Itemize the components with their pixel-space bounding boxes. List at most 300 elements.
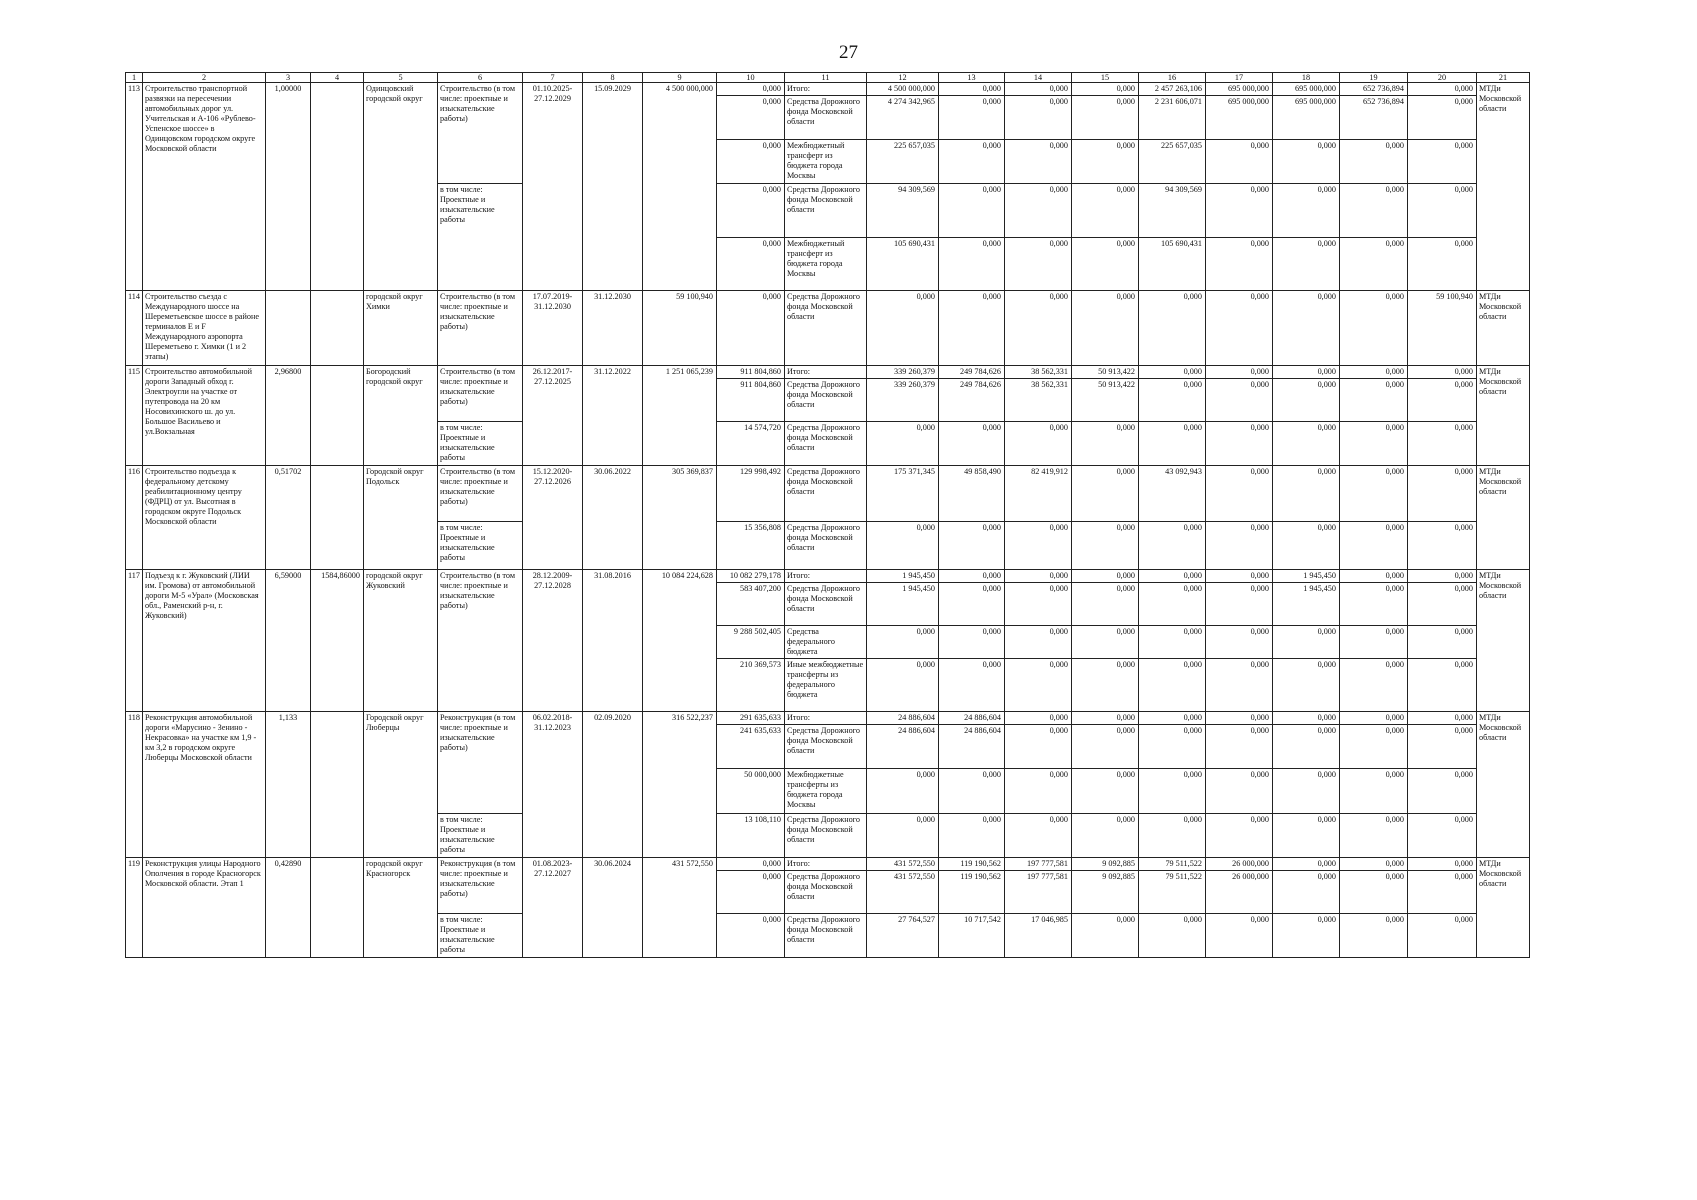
funding-y1: 0,000	[938, 291, 1004, 366]
prev-funding: 0,000	[716, 871, 784, 914]
prev-funding: 0,000	[716, 858, 784, 871]
funding-rest: 0,000	[1407, 769, 1476, 814]
funding-y7: 0,000	[1339, 583, 1407, 626]
funding-y7: 652 736,894	[1339, 96, 1407, 140]
column-number-3: 3	[265, 73, 310, 83]
funding-y7: 0,000	[1339, 522, 1407, 570]
funding-y4: 0,000	[1138, 814, 1205, 858]
prev-funding: 0,000	[716, 184, 784, 238]
funding-y5: 0,000	[1205, 659, 1272, 712]
project-dates: 01.10.2025-27.12.2029	[522, 83, 582, 291]
funding-y3: 50 913,422	[1071, 379, 1138, 422]
funding-y5: 0,000	[1205, 769, 1272, 814]
funding-y3: 0,000	[1071, 522, 1138, 570]
funding-y4: 43 092,943	[1138, 466, 1205, 522]
project-client: МТДи Московской области	[1476, 366, 1529, 466]
project-district: Богородский городской округ	[363, 366, 437, 466]
funding-y3: 0,000	[1071, 422, 1138, 466]
funding-source: Иные межбюджетные трансферты из федерального бюджета	[784, 659, 866, 712]
column-number-4: 4	[310, 73, 363, 83]
funding-y2: 0,000	[1004, 583, 1071, 626]
project-completion: 31.12.2022	[582, 366, 642, 466]
prev-funding: 0,000	[716, 83, 784, 96]
table-row	[126, 83, 1530, 96]
funding-total: 175 371,345	[866, 466, 938, 522]
funding-y6: 695 000,000	[1272, 96, 1339, 140]
funding-y3: 0,000	[1071, 814, 1138, 858]
funding-y4: 0,000	[1138, 379, 1205, 422]
project-work-type: Реконструкция (в том числе: проектные и изыскательские работы)	[437, 858, 522, 914]
project-work-subtype: в том числе: Проектные и изыскательские работы	[437, 422, 522, 466]
funding-source: Средства федерального бюджета	[784, 626, 866, 659]
project-length: 1,00000	[265, 83, 310, 291]
funding-y5: 0,000	[1205, 626, 1272, 659]
funding-y7: 0,000	[1339, 379, 1407, 422]
funding-y4: 79 511,522	[1138, 858, 1205, 871]
funding-y3: 0,000	[1071, 725, 1138, 769]
funding-y3: 0,000	[1071, 83, 1138, 96]
funding-y5: 0,000	[1205, 379, 1272, 422]
project-name: Строительство транспортной развязки на пересечении автомобильных дорог ул. Учительская и А-106 «Рублево-Успенское шоссе» в Одинцовском городском округе Московской области	[142, 83, 265, 291]
funding-y5: 695 000,000	[1205, 83, 1272, 96]
project-cost: 1 251 065,239	[642, 366, 716, 466]
funding-rest: 0,000	[1407, 583, 1476, 626]
column-number-12: 12	[866, 73, 938, 83]
prev-funding: 0,000	[716, 238, 784, 291]
project-name: Реконструкция автомобильной дороги «Марусино - Зенино - Некрасовка» на участке км 1,9 - км 3,2 в городском округе Люберцы Московской области	[142, 712, 265, 858]
project-dates: 01.08.2023-27.12.2027	[522, 858, 582, 958]
funding-y4: 105 690,431	[1138, 238, 1205, 291]
funding-source: Средства Дорожного фонда Московской области	[784, 914, 866, 958]
funding-y5: 0,000	[1205, 712, 1272, 725]
funding-y2: 0,000	[1004, 291, 1071, 366]
funding-y2: 38 562,331	[1004, 379, 1071, 422]
project-number: 116	[126, 466, 143, 570]
funding-y2: 0,000	[1004, 626, 1071, 659]
funding-total: 339 260,379	[866, 379, 938, 422]
funding-y6: 1 945,450	[1272, 583, 1339, 626]
funding-total: 4 500 000,000	[866, 83, 938, 96]
funding-total: 24 886,604	[866, 712, 938, 725]
funding-y1: 249 784,626	[938, 379, 1004, 422]
funding-y4: 0,000	[1138, 914, 1205, 958]
funding-total: 339 260,379	[866, 366, 938, 379]
project-extra-length: 1584,86000	[310, 570, 363, 712]
project-work-type: Реконструкция (в том числе: проектные и изыскательские работы)	[437, 712, 522, 814]
project-dates: 28.12.2009-27.12.2028	[522, 570, 582, 712]
funding-y1: 0,000	[938, 659, 1004, 712]
funding-rest: 0,000	[1407, 914, 1476, 958]
funding-source: Средства Дорожного фонда Московской области	[784, 522, 866, 570]
funding-y7: 0,000	[1339, 659, 1407, 712]
funding-y2: 0,000	[1004, 238, 1071, 291]
column-number-18: 18	[1272, 73, 1339, 83]
funding-y2: 0,000	[1004, 814, 1071, 858]
project-dates: 26.12.2017-27.12.2025	[522, 366, 582, 466]
funding-y5: 0,000	[1205, 914, 1272, 958]
funding-y3: 0,000	[1071, 96, 1138, 140]
column-number-11: 11	[784, 73, 866, 83]
funding-rest: 0,000	[1407, 522, 1476, 570]
funding-y2: 38 562,331	[1004, 366, 1071, 379]
funding-source: Межбюджетный трансферт из бюджета города Москвы	[784, 238, 866, 291]
prev-funding: 50 000,000	[716, 769, 784, 814]
funding-rest: 0,000	[1407, 712, 1476, 725]
project-district: городской округ Красногорск	[363, 858, 437, 958]
funding-total: 24 886,604	[866, 725, 938, 769]
funding-y6: 0,000	[1272, 366, 1339, 379]
funding-y2: 0,000	[1004, 83, 1071, 96]
project-work-subtype: в том числе: Проектные и изыскательские работы	[437, 914, 522, 958]
column-number-13: 13	[938, 73, 1004, 83]
funding-y5: 0,000	[1205, 466, 1272, 522]
project-client: МТДи Московской области	[1476, 858, 1529, 958]
funding-source: Межбюджетные трансферты из бюджета города Москвы	[784, 769, 866, 814]
funding-y3: 0,000	[1071, 184, 1138, 238]
project-name: Подъезд к г. Жуковский (ЛИИ им. Громова) от автомобильной дороги М-5 «Урал» (Московская обл., Раменский р-н, г. Жуковский)	[142, 570, 265, 712]
project-client: МТДи Московской области	[1476, 291, 1529, 366]
funding-y5: 26 000,000	[1205, 858, 1272, 871]
project-work-type: Строительство (в том числе: проектные и изыскательские работы)	[437, 570, 522, 712]
funding-y4: 0,000	[1138, 769, 1205, 814]
projects-table-container	[125, 72, 1530, 958]
funding-y5: 0,000	[1205, 814, 1272, 858]
project-length: 6,59000	[265, 570, 310, 712]
funding-y7: 0,000	[1339, 140, 1407, 184]
table-row	[126, 291, 1530, 366]
funding-y5: 0,000	[1205, 422, 1272, 466]
project-number: 114	[126, 291, 143, 366]
funding-y7: 0,000	[1339, 871, 1407, 914]
funding-y5: 695 000,000	[1205, 96, 1272, 140]
funding-rest: 0,000	[1407, 422, 1476, 466]
project-number: 118	[126, 712, 143, 858]
funding-y3: 50 913,422	[1071, 366, 1138, 379]
funding-y1: 0,000	[938, 238, 1004, 291]
project-number: 115	[126, 366, 143, 466]
funding-y6: 0,000	[1272, 626, 1339, 659]
funding-source: Итого:	[784, 83, 866, 96]
project-work-type: Строительство (в том числе: проектные и изыскательские работы)	[437, 366, 522, 422]
project-dates: 17.07.2019-31.12.2030	[522, 291, 582, 366]
project-client: МТДи Московской области	[1476, 712, 1529, 858]
funding-rest: 0,000	[1407, 871, 1476, 914]
funding-y1: 0,000	[938, 769, 1004, 814]
project-number: 113	[126, 83, 143, 291]
funding-y6: 0,000	[1272, 858, 1339, 871]
column-number-20: 20	[1407, 73, 1476, 83]
project-client: МТДи Московской области	[1476, 83, 1529, 291]
funding-y4: 0,000	[1138, 522, 1205, 570]
column-number-10: 10	[716, 73, 784, 83]
funding-rest: 0,000	[1407, 366, 1476, 379]
funding-y1: 10 717,542	[938, 914, 1004, 958]
project-district: городской округ Химки	[363, 291, 437, 366]
funding-y1: 0,000	[938, 140, 1004, 184]
funding-rest: 0,000	[1407, 140, 1476, 184]
funding-y2: 197 777,581	[1004, 858, 1071, 871]
project-extra-length	[310, 291, 363, 366]
table-row	[126, 858, 1530, 871]
funding-y1: 119 190,562	[938, 858, 1004, 871]
project-completion: 30.06.2024	[582, 858, 642, 958]
column-number-21: 21	[1476, 73, 1529, 83]
funding-total: 0,000	[866, 422, 938, 466]
prev-funding: 15 356,808	[716, 522, 784, 570]
project-length: 1,133	[265, 712, 310, 858]
funding-y5: 0,000	[1205, 184, 1272, 238]
project-dates: 06.02.2018-31.12.2023	[522, 712, 582, 858]
project-client: МТДи Московской области	[1476, 570, 1529, 712]
funding-rest: 0,000	[1407, 379, 1476, 422]
funding-source: Средства Дорожного фонда Московской области	[784, 379, 866, 422]
funding-rest: 0,000	[1407, 814, 1476, 858]
funding-y4: 0,000	[1138, 659, 1205, 712]
funding-y2: 0,000	[1004, 422, 1071, 466]
funding-y7: 0,000	[1339, 466, 1407, 522]
funding-total: 0,000	[866, 291, 938, 366]
project-district: Городской округ Люберцы	[363, 712, 437, 858]
table-row	[126, 712, 1530, 725]
funding-y1: 0,000	[938, 96, 1004, 140]
funding-total: 0,000	[866, 522, 938, 570]
funding-y2: 17 046,985	[1004, 914, 1071, 958]
funding-total: 431 572,550	[866, 858, 938, 871]
funding-y2: 0,000	[1004, 712, 1071, 725]
funding-y6: 0,000	[1272, 769, 1339, 814]
project-name: Строительство автомобильной дороги Западный обход г. Электроугли на участке от путепровода на 20 км Носовихинского ш. до ул. Большое Васильево и ул.Вокзальная	[142, 366, 265, 466]
funding-rest: 0,000	[1407, 83, 1476, 96]
project-work-type: Строительство (в том числе: проектные и изыскательские работы)	[437, 291, 522, 366]
funding-y6: 0,000	[1272, 712, 1339, 725]
funding-y2: 0,000	[1004, 769, 1071, 814]
prev-funding: 0,000	[716, 291, 784, 366]
funding-y7: 0,000	[1339, 184, 1407, 238]
funding-y1: 0,000	[938, 626, 1004, 659]
funding-y7: 0,000	[1339, 570, 1407, 583]
column-number-9: 9	[642, 73, 716, 83]
column-number-row	[126, 73, 1530, 83]
project-cost: 305 369,837	[642, 466, 716, 570]
funding-y4: 94 309,569	[1138, 184, 1205, 238]
project-work-subtype: в том числе: Проектные и изыскательские работы	[437, 184, 522, 291]
funding-y6: 0,000	[1272, 184, 1339, 238]
funding-y7: 0,000	[1339, 712, 1407, 725]
funding-y1: 0,000	[938, 814, 1004, 858]
funding-y4: 0,000	[1138, 366, 1205, 379]
funding-y3: 0,000	[1071, 238, 1138, 291]
prev-funding: 0,000	[716, 914, 784, 958]
prev-funding: 9 288 502,405	[716, 626, 784, 659]
funding-y3: 0,000	[1071, 712, 1138, 725]
funding-y7: 0,000	[1339, 291, 1407, 366]
funding-y3: 0,000	[1071, 291, 1138, 366]
funding-y3: 0,000	[1071, 626, 1138, 659]
funding-y5: 0,000	[1205, 522, 1272, 570]
project-cost: 316 522,237	[642, 712, 716, 858]
funding-source: Итого:	[784, 858, 866, 871]
project-length: 0,51702	[265, 466, 310, 570]
project-completion: 31.08.2016	[582, 570, 642, 712]
prev-funding: 10 082 279,178	[716, 570, 784, 583]
project-completion: 31.12.2030	[582, 291, 642, 366]
funding-y1: 0,000	[938, 184, 1004, 238]
column-number-17: 17	[1205, 73, 1272, 83]
funding-y2: 0,000	[1004, 725, 1071, 769]
project-work-subtype: в том числе: Проектные и изыскательские работы	[437, 522, 522, 570]
funding-y6: 0,000	[1272, 466, 1339, 522]
funding-source: Итого:	[784, 712, 866, 725]
funding-y5: 0,000	[1205, 366, 1272, 379]
funding-y7: 0,000	[1339, 422, 1407, 466]
funding-source: Средства Дорожного фонда Московской области	[784, 291, 866, 366]
funding-y7: 0,000	[1339, 366, 1407, 379]
funding-y3: 9 092,885	[1071, 871, 1138, 914]
project-length	[265, 291, 310, 366]
funding-total: 105 690,431	[866, 238, 938, 291]
funding-y2: 0,000	[1004, 96, 1071, 140]
project-number: 117	[126, 570, 143, 712]
column-number-1: 1	[126, 73, 143, 83]
funding-y7: 0,000	[1339, 858, 1407, 871]
funding-rest: 0,000	[1407, 725, 1476, 769]
funding-y1: 0,000	[938, 522, 1004, 570]
funding-y6: 1 945,450	[1272, 570, 1339, 583]
project-extra-length	[310, 83, 363, 291]
project-extra-length	[310, 466, 363, 570]
funding-y3: 0,000	[1071, 140, 1138, 184]
project-dates: 15.12.2020-27.12.2026	[522, 466, 582, 570]
prev-funding: 0,000	[716, 140, 784, 184]
funding-y7: 0,000	[1339, 769, 1407, 814]
funding-total: 27 764,527	[866, 914, 938, 958]
funding-y3: 0,000	[1071, 583, 1138, 626]
project-work-subtype: в том числе: Проектные и изыскательские работы	[437, 814, 522, 858]
funding-y6: 0,000	[1272, 291, 1339, 366]
funding-y6: 0,000	[1272, 814, 1339, 858]
column-number-8: 8	[582, 73, 642, 83]
funding-y3: 9 092,885	[1071, 858, 1138, 871]
funding-total: 1 945,450	[866, 583, 938, 626]
table-body	[126, 83, 1530, 958]
funding-y5: 0,000	[1205, 238, 1272, 291]
table-row	[126, 466, 1530, 522]
funding-total: 94 309,569	[866, 184, 938, 238]
funding-rest: 0,000	[1407, 96, 1476, 140]
table-row	[126, 570, 1530, 583]
funding-y4: 0,000	[1138, 422, 1205, 466]
funding-y1: 0,000	[938, 583, 1004, 626]
funding-y5: 0,000	[1205, 725, 1272, 769]
funding-y1: 0,000	[938, 570, 1004, 583]
funding-y2: 0,000	[1004, 140, 1071, 184]
funding-source: Межбюджетный трансферт из бюджета города Москвы	[784, 140, 866, 184]
funding-y1: 24 886,604	[938, 712, 1004, 725]
funding-source: Итого:	[784, 570, 866, 583]
project-client: МТДи Московской области	[1476, 466, 1529, 570]
column-number-2: 2	[142, 73, 265, 83]
funding-rest: 0,000	[1407, 626, 1476, 659]
project-cost: 59 100,940	[642, 291, 716, 366]
column-number-7: 7	[522, 73, 582, 83]
funding-total: 0,000	[866, 659, 938, 712]
funding-y7: 0,000	[1339, 238, 1407, 291]
funding-y2: 0,000	[1004, 659, 1071, 712]
funding-y1: 119 190,562	[938, 871, 1004, 914]
funding-total: 4 274 342,965	[866, 96, 938, 140]
project-cost: 431 572,550	[642, 858, 716, 958]
project-completion: 15.09.2029	[582, 83, 642, 291]
funding-y7: 0,000	[1339, 725, 1407, 769]
funding-y5: 0,000	[1205, 140, 1272, 184]
project-name: Реконструкция улицы Народного Ополчения в городе Красногорск Московской области. Этап 1	[142, 858, 265, 958]
funding-total: 0,000	[866, 814, 938, 858]
column-number-6: 6	[437, 73, 522, 83]
funding-rest: 59 100,940	[1407, 291, 1476, 366]
project-completion: 02.09.2020	[582, 712, 642, 858]
funding-y6: 695 000,000	[1272, 83, 1339, 96]
funding-y7: 0,000	[1339, 914, 1407, 958]
prev-funding: 0,000	[716, 96, 784, 140]
funding-rest: 0,000	[1407, 858, 1476, 871]
funding-source: Средства Дорожного фонда Московской области	[784, 725, 866, 769]
funding-y6: 0,000	[1272, 725, 1339, 769]
funding-y3: 0,000	[1071, 570, 1138, 583]
funding-y4: 2 457 263,106	[1138, 83, 1205, 96]
funding-y5: 26 000,000	[1205, 871, 1272, 914]
funding-y2: 82 419,912	[1004, 466, 1071, 522]
funding-y4: 2 231 606,071	[1138, 96, 1205, 140]
prev-funding: 13 108,110	[716, 814, 784, 858]
prev-funding: 583 407,200	[716, 583, 784, 626]
funding-y6: 0,000	[1272, 871, 1339, 914]
funding-total: 1 945,450	[866, 570, 938, 583]
projects-table	[125, 72, 1530, 958]
funding-rest: 0,000	[1407, 466, 1476, 522]
funding-y5: 0,000	[1205, 583, 1272, 626]
funding-total: 0,000	[866, 626, 938, 659]
funding-y2: 0,000	[1004, 184, 1071, 238]
funding-y4: 225 657,035	[1138, 140, 1205, 184]
table-row	[126, 366, 1530, 379]
funding-y5: 0,000	[1205, 291, 1272, 366]
column-number-14: 14	[1004, 73, 1071, 83]
project-completion: 30.06.2022	[582, 466, 642, 570]
funding-y4: 0,000	[1138, 725, 1205, 769]
funding-y1: 0,000	[938, 83, 1004, 96]
funding-y6: 0,000	[1272, 140, 1339, 184]
funding-source: Средства Дорожного фонда Московской области	[784, 583, 866, 626]
funding-source: Средства Дорожного фонда Московской области	[784, 466, 866, 522]
funding-rest: 0,000	[1407, 659, 1476, 712]
funding-y5: 0,000	[1205, 570, 1272, 583]
funding-y6: 0,000	[1272, 522, 1339, 570]
prev-funding: 911 804,860	[716, 379, 784, 422]
project-cost: 4 500 000,000	[642, 83, 716, 291]
funding-y6: 0,000	[1272, 379, 1339, 422]
project-number: 119	[126, 858, 143, 958]
funding-y1: 24 886,604	[938, 725, 1004, 769]
funding-y6: 0,000	[1272, 238, 1339, 291]
funding-y3: 0,000	[1071, 914, 1138, 958]
funding-y6: 0,000	[1272, 914, 1339, 958]
funding-y4: 0,000	[1138, 626, 1205, 659]
funding-rest: 0,000	[1407, 570, 1476, 583]
funding-y7: 652 736,894	[1339, 83, 1407, 96]
funding-total: 431 572,550	[866, 871, 938, 914]
funding-y1: 0,000	[938, 422, 1004, 466]
prev-funding: 129 998,492	[716, 466, 784, 522]
